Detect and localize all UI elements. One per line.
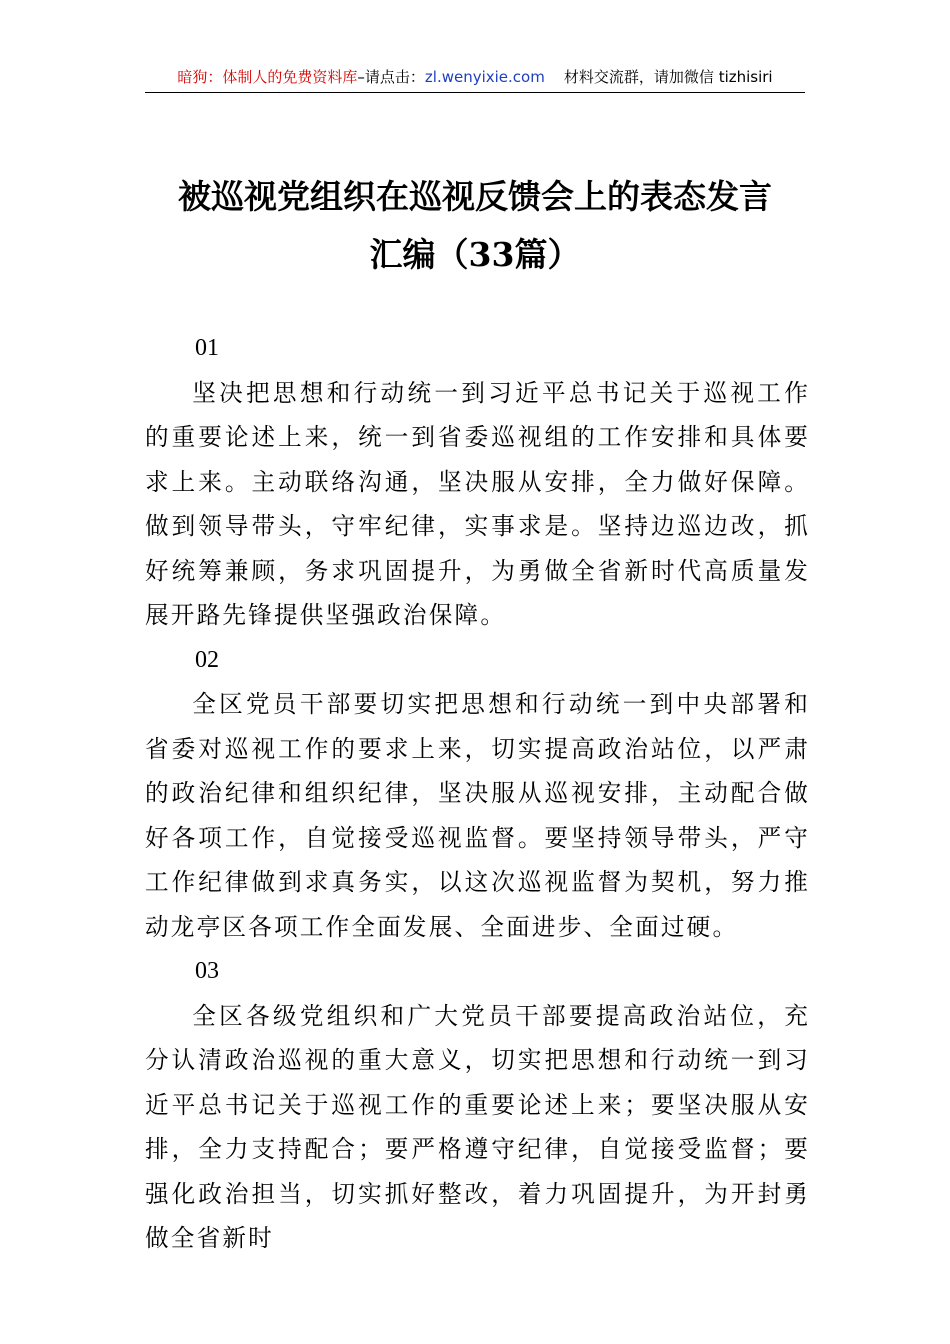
title-line-1: 被巡视党组织在巡视反馈会上的表态发言 <box>178 177 772 216</box>
section-paragraph: 全区各级党组织和广大党员干部要提高政治站位，充分认清政治巡视的重大意义，切实把思想和行动统一到习近平总书记关于巡视工作的重要论述上来；要坚决服从安排，全力支持配合；要严格遵守纪律，自觉接受监督；要强化政治担当，切实抓好整改，着力巩固提升，为开封勇做全省新时 <box>145 1001 810 1252</box>
header-url-link[interactable]: zl.wenyixie.com <box>424 68 545 86</box>
document-title <box>140 168 810 284</box>
document-body <box>145 326 810 1261</box>
section-number: 01 <box>195 335 219 361</box>
section-number: 02 <box>195 646 219 673</box>
section-number: 03 <box>195 958 219 984</box>
page-header <box>145 62 805 93</box>
title-line-2: 汇编（33篇） <box>369 235 581 274</box>
section-paragraph: 全区党员干部要切实把思想和行动统一到中央部署和省委对巡视工作的要求上来，切实提高政治站位，以严肃的政治纪律和组织纪律，坚决服从巡视安排，主动配合做好各项工作，自觉接受巡视监督。要坚持领导带头，严守工作纪律做到求真务实，以这次巡视监督为契机，努力推动龙亭区各项工作全面发展、全面进步、全面过硬。 <box>145 690 810 941</box>
header-click-prefix: –请点击： <box>357 68 425 86</box>
header-group-note: 材料交流群，请加微信 tizhisiri <box>563 68 773 86</box>
section-paragraph: 坚决把思想和行动统一到习近平总书记关于巡视工作的重要论述上来，统一到省委巡视组的工作安排和具体要求上来。主动联络沟通，坚决服从安排，全力做好保障。做到领导带头，守牢纪律，实事求是。坚持边巡边改，抓好统筹兼顾，务求巩固提升，为勇做全省新时代高质量发展开路先锋提供坚强政治保障。 <box>145 378 810 629</box>
header-brand: 暗狗：体制人的免费资料库 <box>177 68 358 86</box>
